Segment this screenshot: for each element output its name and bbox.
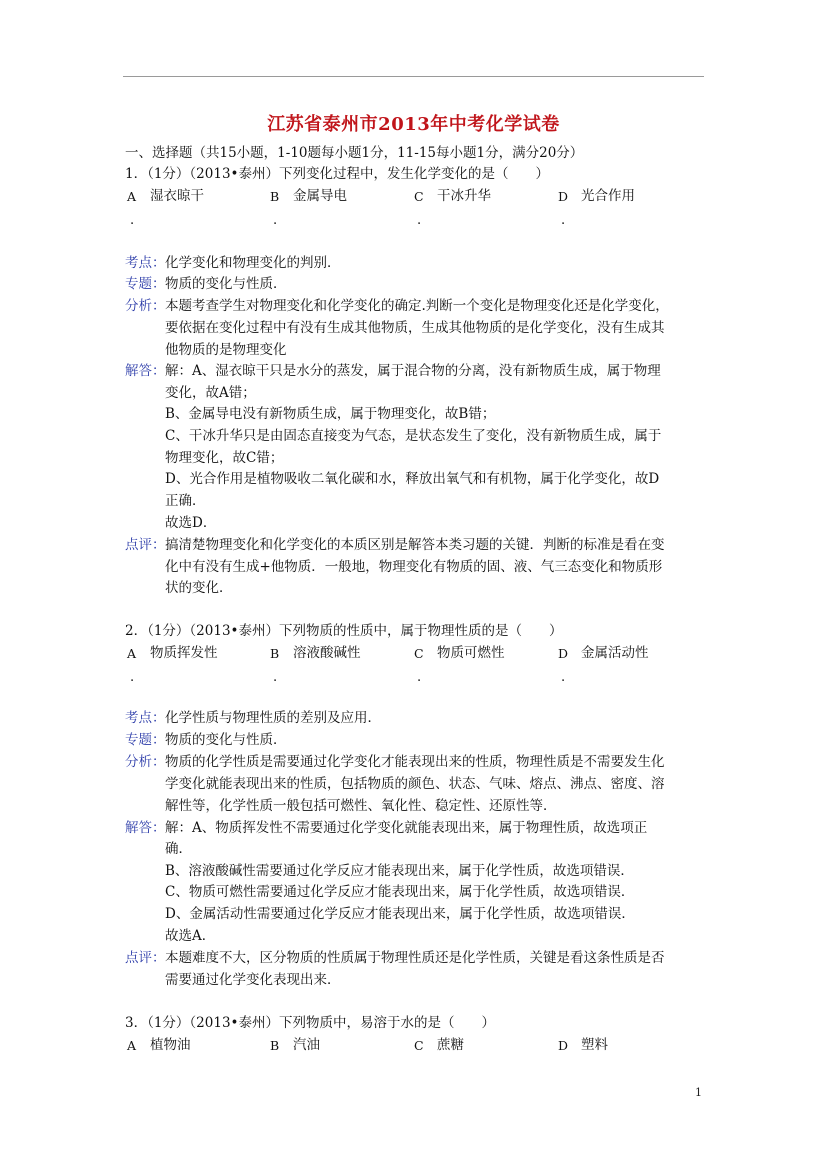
q2-fenxi-line: 学变化就能表现出来的性质，包括物质的颜色、状态、气味、熔点、沸点、密度、溶	[165, 776, 665, 792]
question-3-stem: 3．（1分）（2013•泰州）下列物质中，易溶于水的是（ ）	[125, 1015, 495, 1031]
option-letter: C	[414, 189, 424, 204]
option-text: 湿衣晾干	[150, 188, 204, 204]
option-text: 物质可燃性	[437, 645, 505, 661]
option-text: 溶液酸碱性	[293, 645, 361, 661]
jieda-label: 解答：	[125, 820, 166, 836]
page-number: 1	[695, 1086, 702, 1099]
q2-jieda-line: B、溶液酸碱性需要通过化学反应才能表现出来，属于化学性质，故选项错误．	[165, 863, 634, 879]
option-letter: B	[270, 1038, 280, 1053]
option-dot: .	[561, 213, 566, 228]
q2-jieda-line: C、物质可燃性需要通过化学反应才能表现出来，属于化学性质，故选项错误．	[165, 884, 635, 900]
option-text: 光合作用	[581, 188, 635, 204]
zhuanti-label: 专题：	[125, 276, 166, 292]
q1-kaodian: 化学变化和物理变化的判别．	[165, 255, 341, 271]
q1-dianping-line: 化中有没有生成+他物质．一般地，物理变化有物质的固、液、气三态变化和物质形	[165, 559, 663, 575]
q2-jieda-line: 解：A、物质挥发性不需要通过化学变化就能表现出来，属于物理性质，故选项正	[165, 820, 648, 836]
option-dot: .	[273, 213, 278, 228]
q1-jieda-line: 物理变化，故C错；	[165, 450, 284, 466]
zhuanti-label: 专题：	[125, 732, 166, 748]
q1-jieda-line: D、光合作用是植物吸收二氧化碳和水，释放出氧气和有机物，属于化学变化，故D	[165, 471, 660, 487]
option-letter: D	[558, 646, 569, 661]
option-dot: .	[130, 670, 135, 685]
header-rule	[123, 76, 704, 77]
q1-jieda-line: 变化，故A错；	[165, 385, 256, 401]
q1-jieda-line: B、金属导电没有新物质生成，属于物理变化，故B错；	[165, 406, 496, 422]
q1-dianping-line: 搞清楚物理变化和化学变化的本质区别是解答本类习题的关键．判断的标准是看在变	[165, 537, 665, 553]
page-title: 江苏省泰州市2013年中考化学试卷	[267, 114, 560, 135]
option-dot: .	[417, 213, 422, 228]
q2-fenxi-line: 物质的化学性质是需要通过化学变化才能表现出来的性质，物理性质是不需要发生化	[165, 754, 665, 770]
dianping-label: 点评：	[125, 950, 166, 966]
q1-fenxi-line: 他物质的是物理变化	[165, 342, 287, 358]
q2-fenxi-line: 解性等，化学性质一般包括可燃性、氧化性、稳定性、还原性等．	[165, 798, 557, 814]
question-2-stem: 2．（1分）（2013•泰州）下列物质的性质中，属于物理性质的是（ ）	[125, 623, 563, 639]
option-text: 物质挥发性	[150, 645, 218, 661]
jieda-label: 解答：	[125, 363, 166, 379]
fenxi-label: 分析：	[125, 754, 166, 770]
option-text: 金属活动性	[581, 645, 649, 661]
kaodian-label: 考点：	[125, 255, 166, 271]
q1-fenxi-line: 要依据在变化过程中有没有生成其他物质，生成其他物质的是化学变化，没有生成其	[165, 320, 665, 336]
question-1-stem: 1．（1分）（2013•泰州）下列变化过程中，发生化学变化的是（ ）	[125, 166, 549, 182]
q1-jieda-line: 正确．	[165, 493, 206, 509]
section-heading: 一、选择题（共15小题，1-10题每小题1分，11-15每小题1分，满分20分）	[125, 145, 584, 161]
q1-jieda-line: 解：A、湿衣晾干只是水分的蒸发，属于混合物的分离，没有新物质生成，属于物理	[165, 363, 661, 379]
q1-jieda-line: 故选D．	[165, 515, 217, 531]
q1-zhuanti: 物质的变化与性质．	[165, 276, 287, 292]
option-dot: .	[273, 670, 278, 685]
option-letter: A	[127, 189, 137, 204]
q1-jieda-line: C、干冰升华只是由固态直接变为气态，是状态发生了变化，没有新物质生成，属于	[165, 428, 662, 444]
option-dot: .	[417, 670, 422, 685]
option-letter: C	[414, 1038, 424, 1053]
option-letter: B	[270, 646, 280, 661]
q2-jieda-line: 故选A．	[165, 928, 216, 944]
option-text: 干冰升华	[437, 188, 491, 204]
q2-zhuanti: 物质的变化与性质．	[165, 732, 287, 748]
option-letter: C	[414, 646, 424, 661]
fenxi-label: 分析：	[125, 298, 166, 314]
q2-jieda-line: D、金属活动性需要通过化学反应才能表现出来，属于化学性质，故选项错误．	[165, 906, 635, 922]
option-text: 塑料	[581, 1037, 608, 1053]
option-dot: .	[561, 670, 566, 685]
option-text: 蔗糖	[437, 1037, 464, 1053]
option-letter: A	[127, 1038, 137, 1053]
q1-fenxi-line: 本题考查学生对物理变化和化学变化的确定.判断一个变化是物理变化还是化学变化，	[165, 298, 669, 314]
option-letter: B	[270, 189, 280, 204]
option-letter: D	[558, 189, 569, 204]
option-letter: D	[558, 1038, 569, 1053]
q2-jieda-line: 确．	[165, 841, 192, 857]
dianping-label: 点评：	[125, 537, 166, 553]
option-letter: A	[127, 646, 137, 661]
q2-dianping-line: 本题难度不大，区分物质的性质属于物理性质还是化学性质，关键是看这条性质是否	[165, 950, 665, 966]
q2-kaodian: 化学性质与物理性质的差别及应用．	[165, 710, 381, 726]
option-text: 汽油	[293, 1037, 320, 1053]
q2-dianping-line: 需要通过化学变化表现出来．	[165, 972, 341, 988]
kaodian-label: 考点：	[125, 710, 166, 726]
option-text: 植物油	[150, 1037, 191, 1053]
option-text: 金属导电	[293, 188, 347, 204]
option-dot: .	[130, 213, 135, 228]
q1-dianping-line: 状的变化．	[165, 580, 233, 596]
